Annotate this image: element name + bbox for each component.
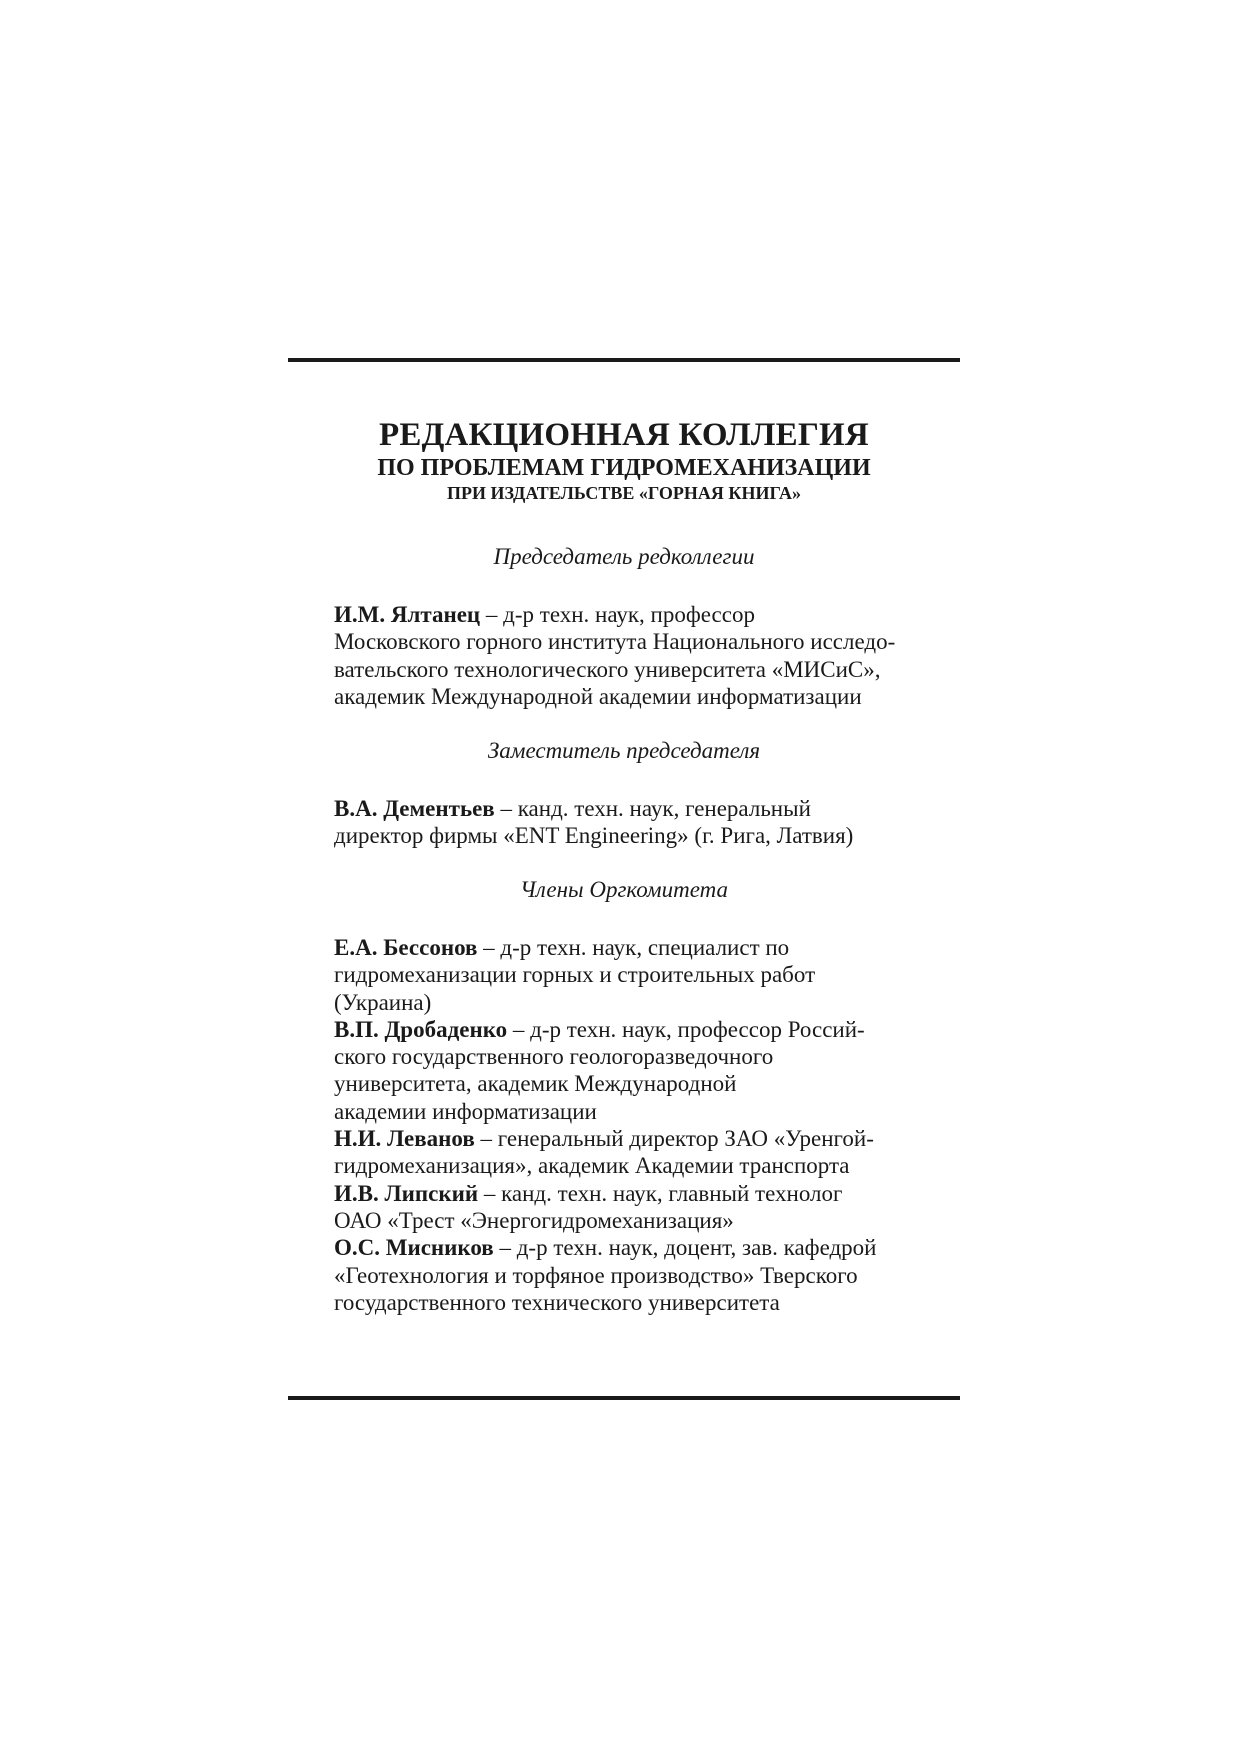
entry-text: – д-р техн. наук, профессор <box>480 602 755 627</box>
entry-line: университета, академик Международной <box>334 1071 737 1097</box>
person-name: И.В. Липский <box>334 1180 479 1206</box>
entry-line: ского государственного геологоразведочного <box>334 1044 774 1070</box>
entry-line: академии информатизации <box>334 1098 597 1124</box>
entry-line <box>334 601 960 628</box>
person-name: И.М. Ялтанец <box>334 602 481 627</box>
entry-line: (Украина) <box>334 989 432 1015</box>
top-rule <box>288 358 960 362</box>
chairman-role: Председатель редколлегии <box>493 544 755 569</box>
deputy-entry <box>334 795 960 850</box>
entry-text: – д-р техн. наук, специалист по <box>477 935 790 960</box>
entry-line: ОАО «Трест «Энергогидромеханизация» <box>334 1207 734 1233</box>
entry-text: – генеральный директор ЗАО «Уренгой- <box>474 1126 874 1152</box>
person-name: В.А. Дементьев <box>334 796 495 821</box>
entry-line <box>334 795 960 822</box>
members-list <box>334 934 960 1316</box>
entry-line <box>334 1125 960 1152</box>
publisher-line: ПРИ ИЗДАТЕЛЬСТВЕ «ГОРНАЯ КНИГА» <box>447 483 801 503</box>
board-subtitle: ПО ПРОБЛЕМАМ ГИДРОМЕХАНИЗАЦИИ <box>377 455 871 481</box>
entry-text: – д-р техн. наук, доцент, зав. кафедрой <box>493 1235 877 1261</box>
entry-text: – канд. техн. наук, главный технолог <box>478 1180 843 1206</box>
page-header <box>288 416 960 504</box>
bottom-rule <box>288 1396 960 1400</box>
person-name: О.С. Мисников <box>334 1235 494 1261</box>
person-name: Н.И. Леванов <box>334 1126 475 1152</box>
person-name: В.П. Дробаденко <box>334 1016 508 1042</box>
entry-line <box>334 1016 960 1043</box>
chairman-entry <box>334 601 960 710</box>
deputy-role: Заместитель председателя <box>487 738 761 763</box>
entry-line <box>334 934 960 961</box>
entry-line: «Геотехнология и торфяное производство» Тверского <box>334 1262 858 1288</box>
entry-line: вательского технологического университета «МИСиС», <box>334 656 881 682</box>
person-name: Е.А. Бессонов <box>334 935 478 960</box>
entry-text: – д-р техн. наук, профессор Россий- <box>507 1016 865 1042</box>
entry-text: – канд. техн. наук, генеральный <box>494 796 811 821</box>
entry-line: директор фирмы «ENT Engineering» (г. Рига, Латвия) <box>334 823 854 849</box>
entry-line: гидромеханизация», академик Академии транспорта <box>334 1153 850 1179</box>
board-title: РЕДАКЦИОННАЯ КОЛЛЕГИЯ <box>379 417 869 453</box>
entry-line: гидромеханизации горных и строительных работ <box>334 962 816 988</box>
members-role: Члены Оргкомитета <box>519 877 729 902</box>
entry-line <box>334 1180 960 1207</box>
entry-line: Московского горного института Национального исследо- <box>334 629 896 655</box>
entry-line: государственного технического университета <box>334 1289 780 1315</box>
entry-line <box>334 1234 960 1261</box>
entry-line: академик Международной академии информатизации <box>334 683 862 709</box>
